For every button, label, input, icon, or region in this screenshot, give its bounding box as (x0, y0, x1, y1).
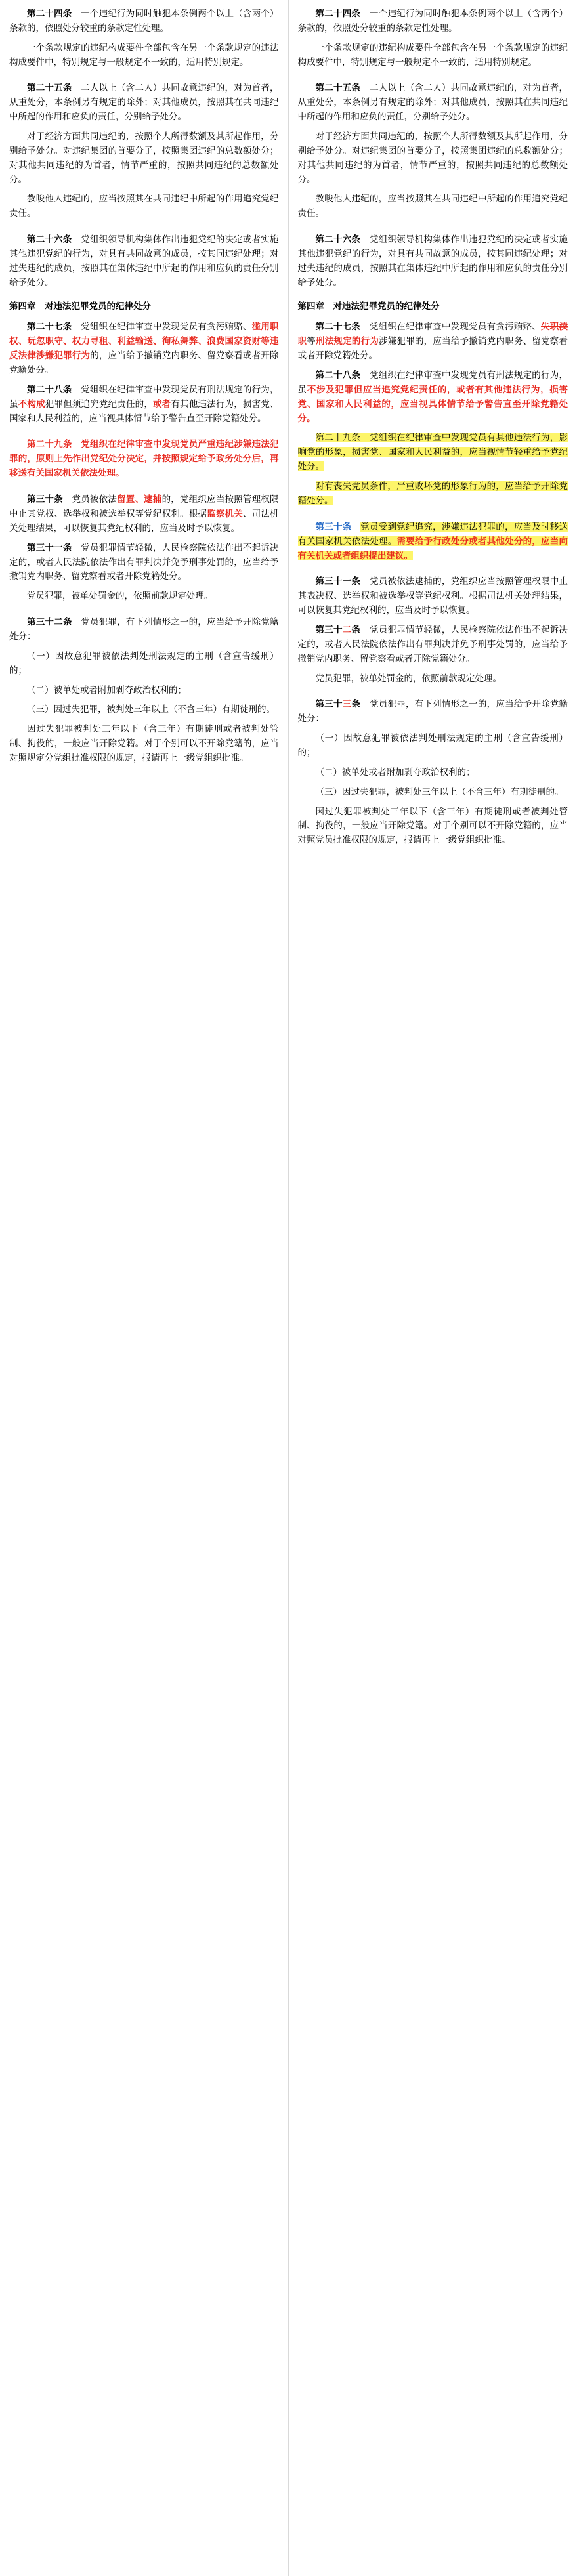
text-run: 的，应当给予撤销党内职务、留党察看或者开除党籍处分。 (9, 350, 279, 375)
text-run: 滥用职权、玩忽职守、权力寻租、利益输送、徇私舞弊、浪费国家资财等 (9, 322, 279, 347)
body-paragraph (298, 129, 568, 186)
body-paragraph (298, 785, 568, 799)
text-run: 第三十条 (315, 521, 352, 532)
body-paragraph (9, 615, 279, 644)
text-run: 第二十九条 (27, 439, 72, 450)
text-run: 第二十四条 (315, 9, 361, 18)
text-run: 第四章 对违法犯罪党员的纪律处分 (297, 301, 440, 311)
text-run: 对于经济方面共同违纪的，按照个人所得数额及其所起作用，分别给予处分。对违纪集团的首要分子，按照集团违纪的总数额处分；对其他共同违纪的为首者，情节严重的，按照共同违纪的总数额处分。 (297, 131, 568, 184)
text-run: 党组织在纪律审查中发现党员严重违纪涉嫌违法犯罪的，原则上先作出党纪处分决定，并按照规定给予政务处分后，再移送有关国家机关依法处理。 (9, 439, 279, 478)
body-paragraph (298, 192, 568, 221)
body-paragraph (9, 589, 279, 603)
body-paragraph (9, 722, 279, 765)
body-paragraph (298, 623, 568, 666)
text-run: 第三十一条 (27, 542, 72, 553)
text-run: 条 (351, 699, 361, 709)
text-run: 教唆他人违纪的，应当按照其在共同违纪中所起的作用追究党纪责任。 (9, 194, 279, 219)
text-run: 党组织在纪律审查中发现党员有刑法规定的行为，虽 (297, 370, 568, 394)
text-run (72, 439, 81, 449)
text-run: 失职渎职 (297, 322, 568, 347)
text-run: 党员犯罪，有下列情形之一的，应当给予开除党籍处分： (9, 617, 279, 641)
body-paragraph (9, 683, 279, 698)
column-right-new-version (289, 0, 577, 2576)
body-paragraph (9, 7, 279, 35)
text-run: 党组织在纪律审查中发现党员有其他违法行为，影响党的形象，损害党、国家和人民利益的，应当视情节轻重给予党纪处分。 (297, 433, 568, 472)
text-run: 第二十五条 (27, 83, 72, 93)
text-run: 需要给予行政处分或者其他处分的，应当向有关机关或者组织提出建议。 (297, 536, 568, 560)
text-run: 党员犯罪，被单处罚金的，依照前款规定处理。 (315, 673, 502, 683)
body-paragraph (9, 129, 279, 186)
paragraph-spacer (9, 608, 279, 615)
text-run: 第二十八条 (27, 384, 72, 394)
text-run: （三）因过失犯罪，被判处三年以上（不含三年）有期徒刑的。 (315, 786, 564, 797)
text-run: 党员犯罪情节轻微，人民检察院依法作出不起诉决定的，或者人民法院依法作出有罪判决并免予刑事处罚的，应当给予撤销党内职务、留党察看或者开除党籍处分。 (297, 624, 568, 664)
text-run: 党员犯罪情节轻微，人民检察院依法作出不起诉决定的，或者人民法院依法作出有罪判决并免予刑事处罚的，应当给予撤销党内职务、留党察看或者开除党籍处分。 (9, 542, 279, 581)
body-paragraph (9, 192, 279, 221)
paragraph-spacer (9, 486, 279, 492)
text-run: 党员犯罪，被单处罚金的，依照前款规定处理。 (27, 591, 213, 601)
text-run: 条 (351, 624, 361, 635)
text-run: 第二十七条 (315, 322, 361, 332)
body-paragraph (298, 232, 568, 289)
text-run: 第二十五条 (315, 83, 361, 93)
text-run: 等 (307, 336, 316, 347)
text-run: 或者 (153, 398, 171, 409)
text-run: 有其他违法行为，损害党、国家和人民利益的，应当视具体情节给予警告直至开除党籍处分。 (9, 398, 279, 423)
text-run: 党员被依法 (62, 494, 118, 505)
text-run: 第二十九条 (315, 433, 361, 443)
text-run: 一个条款规定的违纪构成要件全部包含在另一个条款规定的违纪构成要件中，特别规定与一般规定不一致的，适用特别规定。 (297, 42, 568, 67)
text-run: 对有丧失党员条件，严重败坏党的形象行为的，应当给予开除党籍处分。 (297, 481, 568, 505)
text-run: 第二十六条 (315, 234, 361, 245)
body-paragraph (298, 431, 568, 474)
text-run: （二）被单处或者附加剥夺政治权利的； (27, 685, 186, 695)
body-paragraph (9, 437, 279, 480)
paragraph-spacer (298, 568, 568, 574)
body-paragraph (9, 541, 279, 584)
paragraph-spacer (9, 431, 279, 437)
body-paragraph (9, 702, 279, 717)
text-run: 违反法律 (9, 336, 279, 361)
chapter-heading (298, 299, 568, 314)
text-run: 涉嫌犯罪 (36, 350, 72, 361)
body-paragraph (9, 492, 279, 536)
text-run: 一个条款规定的违纪构成要件全部包含在另一个条款规定的违法构成要件中，特别规定与一般规定不一致的，适用特别规定。 (9, 42, 279, 67)
paragraph-spacer (298, 690, 568, 697)
text-run: 行为 (72, 350, 91, 361)
body-paragraph (298, 368, 568, 425)
body-paragraph (9, 649, 279, 678)
body-paragraph (298, 805, 568, 848)
paragraph-spacer (298, 226, 568, 232)
text-run: 一个违纪行为同时触犯本条例两个以上（含两个）条款的，依照处分较重的条款定性处理。 (297, 9, 568, 33)
text-run: 犯罪但须追究党纪责任的， (45, 398, 154, 409)
text-run: 党组织在纪律审查中发现党员有刑法规定的行为，虽 (9, 384, 279, 409)
text-run: 第二十七条 (27, 322, 72, 332)
text-run: 教唆他人违纪的，应当按照其在共同违纪中所起的作用追究党纪责任。 (297, 194, 568, 219)
text-run: 党员受到党纪追究，涉嫌违法犯罪的，应当及时移送有关国家机关依法处理。 (297, 521, 568, 546)
body-paragraph (298, 697, 568, 726)
text-run: （一）因故意犯罪被依法判处刑法规定的主刑（含宣告缓刑）的； (9, 650, 279, 675)
text-run: 刑法规定的行为 (315, 336, 379, 347)
text-run: 党组织领导机构集体作出违犯党纪的决定或者实施其他违犯党纪的行为，对具有共同故意的成员，按其同违纪处理；对过失违纪的成员，按照其在集体违纪中所起的作用和应负的责任分别给予处分。 (297, 234, 568, 287)
text-run: 、司法机关处理结果，可以恢复其党纪权利的，应当及时予以恢复。 (9, 508, 279, 533)
body-paragraph (298, 765, 568, 780)
text-run: 党员被依法逮捕的，党组织应当按照管理权限中止其表决权、选举权和被选举权等党纪权利。根据司法机关处理结果，可以恢复其党纪权利的，应当及时予以恢复。 (297, 576, 568, 616)
paragraph-spacer (9, 226, 279, 232)
text-run: 二人以上（含二人）共同故意违纪的，对为首者，从重处分，本条例另有规定的除外；对其他成员，按照其在共同违纪中所起的作用和应负的责任，分别给予处分。 (297, 83, 568, 122)
text-run: 第三十 (315, 624, 343, 635)
text-run: 第三十条 (27, 494, 63, 505)
text-run (351, 522, 360, 532)
text-run: 二人以上（含二人）共同故意违纪的，对为首者，从重处分，本条例另有规定的除外；对其他成员，按照其在共同违纪中所起的作用和应负的责任，分别给予处分。 (9, 83, 279, 122)
body-paragraph (9, 81, 279, 124)
text-run: 因过失犯罪被判处三年以下（含三年）有期徒刑或者被判处管制、拘役的，一般应当开除党籍。对于个别可以不开除党籍的，应当对照党员批准权限的规定，报请再上一级党组织批准。 (297, 806, 568, 845)
body-paragraph (298, 7, 568, 35)
body-paragraph (298, 671, 568, 686)
text-run: 对于经济方面共同违纪的，按照个人所得数额及其所起作用，分别给予处分。对违纪集团的首要分子，按照集团违纪的总数额处分；对其他共同违纪的为首者，情节严重的，按照共同违纪的总数额处分。 (9, 131, 279, 184)
text-run: 党员犯罪，有下列情形之一的，应当给予开除党籍处分： (297, 699, 568, 724)
text-run: （一）因故意犯罪被依法判处刑法规定的主刑（含宣告缓刑）的； (297, 733, 568, 757)
text-run: 不构成 (18, 398, 45, 409)
text-run: 党组织在纪律审查中发现党员有贪污贿赂、 (360, 322, 542, 332)
text-run: 因过失犯罪被判处三年以下（含三年）有期徒刑或者被判处管制、拘役的，一般应当开除党籍。对于个别可以不开除党籍的，应当对照规定分党组批准权限的规定，报请再上一级党组织批准。 (9, 724, 279, 763)
text-run: 第二十八条 (315, 370, 361, 381)
text-run: 二 (342, 624, 352, 635)
body-paragraph (298, 574, 568, 618)
body-paragraph (9, 232, 279, 289)
text-run: 的，党组织应当按照管理权限中止其党权、选举权和被选举权等党纪权利。根据 (9, 494, 279, 518)
text-run: 一个违纪行为同时触犯本条例两个以上（含两个）条款的，依照处分较重的条款定性处理。 (9, 9, 279, 33)
paragraph-spacer (9, 74, 279, 81)
text-run: 监察机关 (207, 508, 243, 518)
chapter-heading (9, 299, 279, 314)
body-paragraph (298, 479, 568, 508)
text-run: 党组织在纪律审查中发现党员有贪污贿赂、 (72, 322, 252, 332)
body-paragraph (298, 81, 568, 124)
text-run: 涉嫌犯罪的，应当给予撤销党内职务、留党察看或者开除党籍处分。 (297, 336, 568, 361)
text-run: 三 (342, 699, 352, 709)
body-paragraph (298, 731, 568, 760)
text-run: 第二十四条 (27, 9, 72, 18)
text-run: 第三十二条 (27, 617, 72, 627)
paragraph-spacer (298, 513, 568, 520)
paragraph-spacer (298, 74, 568, 81)
body-paragraph (298, 41, 568, 70)
text-run: 第三十一条 (315, 576, 361, 587)
body-paragraph (298, 520, 568, 563)
text-run: 党组织领导机构集体作出违犯党纪的决定或者实施其他违犯党纪的行为，对具有共同故意的成员，按其同违纪处理；对过失违纪的成员，按照其在集体违纪中所起的作用和应负的责任分别给予处分。 (9, 234, 279, 287)
text-run: 留置、逮捕 (117, 494, 162, 505)
body-paragraph (9, 320, 279, 377)
text-run: 第四章 对违法犯罪党员的纪律处分 (9, 301, 151, 311)
body-paragraph (298, 320, 568, 363)
text-run: 第三十 (315, 699, 343, 709)
text-run: （二）被单处或者附加剥夺政治权利的； (315, 767, 475, 777)
text-run: 第二十六条 (27, 234, 72, 245)
body-paragraph (9, 383, 279, 426)
body-paragraph (9, 41, 279, 70)
text-run: （三）因过失犯罪，被判处三年以上（不含三年）有期徒刑的。 (27, 704, 275, 715)
text-run: 不涉及犯罪但应当追究党纪责任的，或者有其他违法行为，损害党、国家和人民利益的，应当视具体情节给予警告直至开除党籍处分。 (297, 384, 568, 423)
